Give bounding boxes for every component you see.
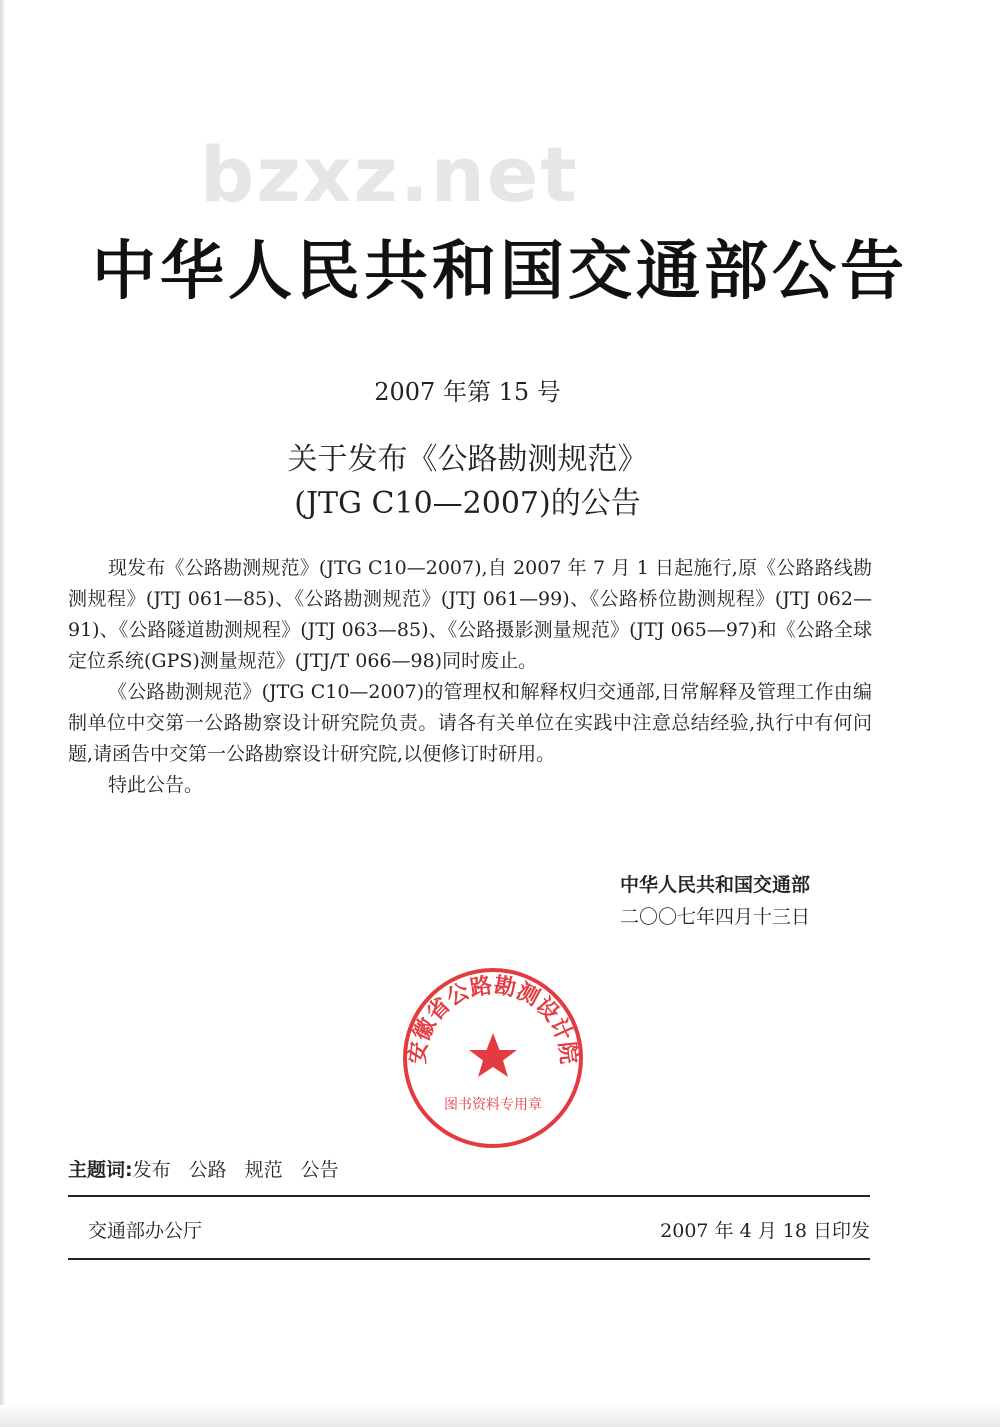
body-paragraph-3: 特此公告。 bbox=[108, 774, 204, 796]
subject-title-line-2: (JTG C10—2007)的公告 bbox=[294, 486, 641, 521]
signature-organization: 中华人民共和国交通部 bbox=[620, 874, 811, 896]
seal-bottom-text: 图书资料专用章 bbox=[444, 1097, 542, 1113]
seal-star-icon bbox=[469, 1033, 517, 1077]
divider-top bbox=[68, 1195, 870, 1197]
subject-keywords bbox=[68, 1155, 868, 1182]
body-paragraph-1: 现发布《公路勘测规范》(JTG C10—2007),自 2007 年 7 月 1 日起施行,原《公路路线勘测规程》(JTJ 061—85)、《公路勘测规范》(JTJ 061—99)、《公路桥位勘测规程》(JTJ 062—91)、《公路隧道勘测规程》(JTJ 063—85)、《公路摄影测量规范》(JTJ 065—97)和《公路全球定位系统(GPS)测量规范》(JTJ/T 066—98)同时废止。 bbox=[68, 557, 872, 672]
keywords-label: 主题词: bbox=[68, 1159, 133, 1181]
document-number: 2007 年第 15 号 bbox=[374, 378, 561, 406]
divider-bottom bbox=[68, 1258, 870, 1260]
page-edge-shadow bbox=[0, 0, 6, 1427]
subject-title-line-1: 关于发布《公路勘测规范》 bbox=[287, 442, 648, 477]
subject-title bbox=[0, 438, 935, 526]
signature-date: 二〇〇七年四月十三日 bbox=[620, 906, 811, 928]
keyword-item: 公告 bbox=[300, 1159, 339, 1181]
watermark: bzxz.net bbox=[200, 130, 579, 219]
issue-date: 2007 年 4 月 18 日印发 bbox=[660, 1220, 870, 1242]
page-title: 中华人民共和国交通部公告 bbox=[92, 235, 908, 309]
keyword-item: 规范 bbox=[244, 1159, 283, 1181]
keyword-item: 公路 bbox=[188, 1159, 227, 1181]
issuing-office: 交通部办公厅 bbox=[88, 1220, 203, 1242]
seal-ring-text: 安徽省公路勘测设计院 bbox=[405, 973, 581, 1066]
page-bottom-shadow bbox=[0, 1405, 1000, 1427]
body-paragraph-2: 《公路勘测规范》(JTG C10—2007)的管理权和解释权归交通部,日常解释及管理工作由编制单位中交第一公路勘察设计研究院负责。请各有关单位在实践中注意总结经验,执行中有何问题,请函告中交第一公路勘察设计研究院,以便修订时研用。 bbox=[68, 681, 872, 765]
keyword-item: 发布 bbox=[132, 1159, 171, 1181]
announcement-body bbox=[68, 553, 872, 801]
official-seal-stamp bbox=[398, 963, 588, 1153]
